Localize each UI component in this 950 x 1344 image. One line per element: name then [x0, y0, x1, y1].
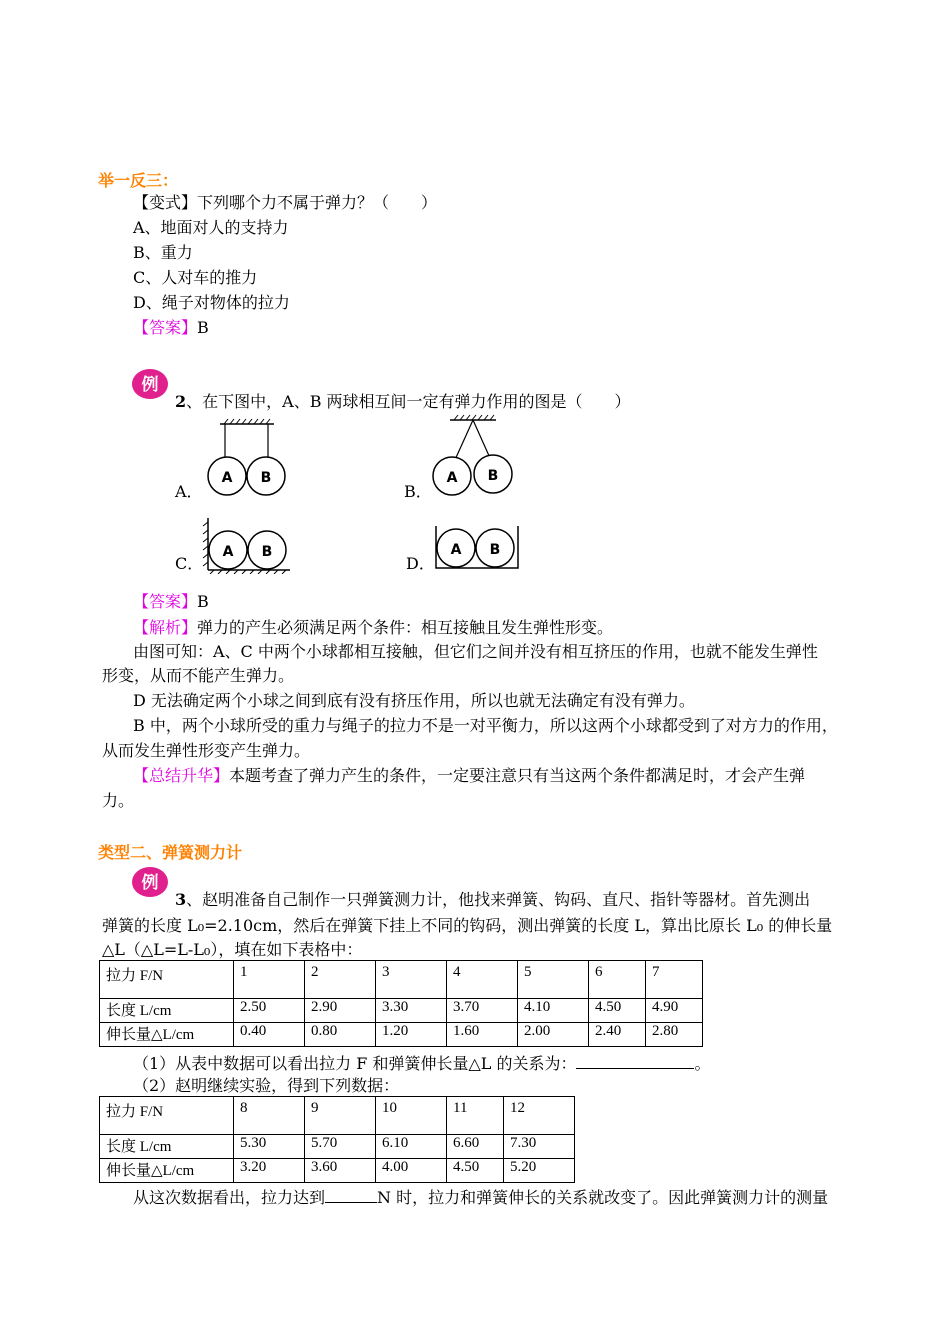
example2-analysis-line-5: B 中，两个小球所受的重力与绳子的拉力不是一对平衡力，所以这两个小球都受到了对方力的作用，: [133, 716, 838, 735]
table-row: [100, 961, 703, 999]
variant-answer: [133, 318, 209, 338]
answer-blank-2[interactable]: [325, 1186, 377, 1203]
variant-question: [133, 193, 437, 213]
answer-tag: 【答案】: [133, 318, 198, 337]
example2-number: 2: [175, 392, 187, 411]
table-cell: 1: [234, 961, 305, 999]
table-row-header: 长度 L/cm: [100, 1135, 234, 1159]
example3-line-2: 弹簧的长度 L₀=2.10cm，然后在弹簧下挂上不同的钩码，测出弹簧的长度 L，算出比原长 L₀ 的伸长量: [102, 916, 833, 935]
table-cell: 10: [376, 1097, 447, 1135]
option-b: B、重力: [133, 243, 193, 262]
table-cell: 1.60: [447, 1023, 518, 1047]
table-cell: 3: [376, 961, 447, 999]
example3-last-line: 从这次数据看出，拉力达到 N 时，拉力和弹簧伸长的关系就改变了。因此弹簧测力计的测量: [133, 1188, 829, 1207]
answer-value: B: [197, 318, 209, 337]
table-cell: 7: [646, 961, 703, 999]
section-heading-variation: 举一反三：: [98, 171, 179, 190]
example3-line-3: △L（△L=L-L₀），填在如下表格中：: [102, 940, 363, 959]
svg-text:B: B: [489, 542, 501, 558]
table-cell: 2.90: [305, 999, 376, 1023]
fig-label-b: B．: [404, 482, 432, 501]
table-cell: 5.70: [305, 1135, 376, 1159]
table-cell: 3.20: [234, 1159, 305, 1183]
example2-question-text: 、在下图中，A、B 两球相互间一定有弹力作用的图是（ ）: [186, 392, 631, 411]
table-row: [100, 1023, 703, 1047]
table-cell: 1.20: [376, 1023, 447, 1047]
figure-c: [200, 514, 296, 574]
fig-label-a: A．: [175, 482, 203, 501]
table-cell: 4.50: [447, 1159, 504, 1183]
table-cell: 6.10: [376, 1135, 447, 1159]
table-row: [100, 1159, 575, 1183]
table-cell: 4.10: [518, 999, 589, 1023]
example3-question-1: （1）从表中数据可以看出拉力 F 和弹簧伸长量△L 的关系为： 。: [133, 1054, 711, 1073]
example-badge-icon: [130, 864, 170, 898]
figure-d: [432, 522, 522, 572]
table-row: [100, 999, 703, 1023]
figure-a: [200, 418, 296, 502]
table-row: [100, 1135, 575, 1159]
example3-line-1: 3、赵明准备自己制作一只弹簧测力计，他找来弹簧、钩码、直尺、指针等器材。首先测出: [175, 890, 811, 909]
table-cell: 2: [305, 961, 376, 999]
data-table-1: [99, 960, 703, 1047]
table-row-header: 伸长量△L/cm: [100, 1159, 234, 1183]
example2-analysis-line-1: 【解析】弹力的产生必须满足两个条件：相互接触且发生弹性形变。: [133, 618, 614, 637]
table-cell: 0.80: [305, 1023, 376, 1047]
table-cell: 4: [447, 961, 518, 999]
option-c: C、人对车的推力: [133, 268, 258, 287]
table-cell: 12: [504, 1097, 575, 1135]
table-cell: 2.80: [646, 1023, 703, 1047]
table-row-header: 长度 L/cm: [100, 999, 234, 1023]
example2-analysis-line-3: 形变，从而不能产生弹力。: [102, 666, 295, 685]
example2-analysis-line-6: 从而发生弹性形变产生弹力。: [102, 741, 311, 760]
table-row-header: 伸长量△L/cm: [100, 1023, 234, 1047]
table-cell: 2.00: [518, 1023, 589, 1047]
table-cell: 4.00: [376, 1159, 447, 1183]
table-cell: 9: [305, 1097, 376, 1135]
svg-text:A: A: [222, 544, 234, 560]
table-cell: 5.20: [504, 1159, 575, 1183]
table-cell: 5: [518, 961, 589, 999]
svg-text:B: B: [261, 544, 273, 560]
badge-text: 例: [141, 873, 159, 893]
option-a: A、地面对人的支持力: [133, 218, 289, 237]
option-d: D、绳子对物体的拉力: [133, 293, 290, 312]
example2-answer: 【答案】B: [133, 592, 209, 611]
example-badge-icon: [130, 366, 170, 400]
table-cell: 11: [447, 1097, 504, 1135]
variant-tag: 【变式】: [133, 193, 198, 212]
table-cell: 7.30: [504, 1135, 575, 1159]
example2-summary-line-1: 【总结升华】本题考查了弹力产生的条件，一定要注意只有当这两个条件都满足时，才会产生弹: [133, 766, 806, 785]
table-cell: 8: [234, 1097, 305, 1135]
svg-text:B: B: [487, 468, 499, 484]
svg-text:A: A: [221, 470, 233, 486]
table-cell: 2.50: [234, 999, 305, 1023]
example2-analysis-line-2: 由图可知：A、C 中两个小球都相互接触，但它们之间并没有相互挤压的作用，也就不能发生弹性: [133, 642, 818, 661]
table-row-header: 拉力 F/N: [100, 961, 234, 999]
table-cell: 0.40: [234, 1023, 305, 1047]
example2-summary-line-2: 力。: [102, 791, 135, 810]
section-heading-spring-scale: 类型二、弹簧测力计: [98, 843, 243, 862]
fig-label-d: D．: [406, 554, 435, 573]
table-cell: 6.60: [447, 1135, 504, 1159]
svg-text:A: A: [446, 470, 458, 486]
table-cell: 3.30: [376, 999, 447, 1023]
example2-analysis-line-4: D 无法确定两个小球之间到底有没有挤压作用，所以也就无法确定有没有弹力。: [133, 691, 695, 710]
svg-text:A: A: [450, 542, 462, 558]
fig-label-c: C．: [175, 554, 204, 573]
svg-text:B: B: [260, 470, 272, 486]
table-cell: 4.50: [589, 999, 646, 1023]
table-cell: 2.40: [589, 1023, 646, 1047]
badge-text: 例: [141, 375, 159, 395]
table-cell: 6: [589, 961, 646, 999]
example2-question: [175, 392, 631, 412]
figure-b: [428, 414, 520, 500]
variant-question-text: 下列哪个力不属于弹力？（ ）: [197, 193, 438, 212]
table-cell: 5.30: [234, 1135, 305, 1159]
table-cell: 4.90: [646, 999, 703, 1023]
data-table-2: [99, 1096, 575, 1183]
table-row: [100, 1097, 575, 1135]
example3-question-2: （2）赵明继续实验，得到下列数据：: [133, 1076, 400, 1095]
table-cell: 3.60: [305, 1159, 376, 1183]
answer-blank-1[interactable]: [576, 1052, 694, 1069]
table-row-header: 拉力 F/N: [100, 1097, 234, 1135]
table-cell: 3.70: [447, 999, 518, 1023]
